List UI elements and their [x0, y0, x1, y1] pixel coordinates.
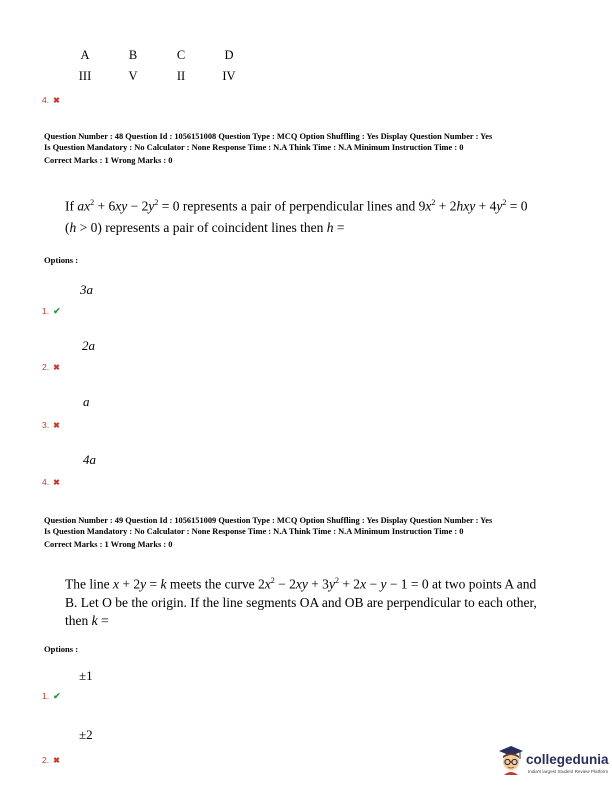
- q49-header-line3: Correct Marks : 1 Wrong Marks : 0: [44, 540, 173, 549]
- q48-option-2: [42, 357, 60, 375]
- q48-question-text: If $ax^2 + 6xy - 2y^2 = 0$ represents a pair of perpendicular lines and $9x^2 + 2hxy + 4y^2 = 0$ (h > 0) represents a pair of coincident lines then h =: [65, 198, 528, 235]
- col-value-a: III: [78, 69, 92, 83]
- col-value-b: V: [128, 69, 138, 83]
- q48-option-1-value: 3a: [80, 282, 93, 297]
- option-number: 2.: [42, 362, 50, 372]
- q49-question-text: The line x + 2y = k meets the curve $2x^2 - 2xy + 3y^2 + 2x - y - 1 = 0$ at two points A and B. Let O be the origin. If the line segments OA and OB are perpendicular to each other, then k =: [65, 576, 537, 628]
- q48-option-4-value: 4a: [83, 452, 96, 467]
- q49-option-1-value: ±1: [79, 668, 93, 683]
- col-header-d: D: [224, 48, 234, 62]
- q49-header-line1: Question Number : 49 Question Id : 1056151009 Question Type : MCQ Option Shuffling : Yes Display Question Number : Yes: [44, 516, 493, 525]
- option-number: 4.: [42, 95, 50, 105]
- prev-option-4: [42, 90, 60, 108]
- q49-option-2-value: ±2: [79, 727, 93, 742]
- wrong-mark-icon: ✖: [53, 478, 60, 487]
- col-header-b: B: [128, 48, 138, 62]
- q49-option-1: [42, 686, 61, 704]
- q48-header-line3: Correct Marks : 1 Wrong Marks : 0: [44, 156, 173, 165]
- wrong-mark-icon: ✖: [53, 421, 60, 430]
- correct-check-icon: ✔: [53, 691, 61, 701]
- q48-option-3-value: a: [83, 394, 90, 409]
- wrong-mark-icon: ✖: [53, 363, 60, 372]
- logo-name: collegedunia: [526, 752, 609, 767]
- q48-option-2-value: 2a: [82, 338, 95, 353]
- collegedunia-logo: [496, 744, 608, 780]
- correct-check-icon: ✔: [53, 306, 61, 316]
- option-number: 1.: [42, 691, 50, 701]
- q48-header-line1: Question Number : 48 Question Id : 1056151008 Question Type : MCQ Option Shuffling : Yes Display Question Number : Yes: [44, 132, 493, 141]
- q48-option-4: [42, 472, 60, 490]
- option-number: 1.: [42, 306, 50, 316]
- q48-option-3: [42, 415, 60, 433]
- graduate-mascot-icon: [496, 744, 526, 776]
- q48-option-1: [42, 301, 61, 319]
- option-number: 4.: [42, 477, 50, 487]
- option-number: 2.: [42, 755, 50, 765]
- wrong-mark-icon: ✖: [53, 756, 60, 765]
- q48-header-line2: Is Question Mandatory : No Calculator : None Response Time : N.A Think Time : N.A Minimum Instruction Time : 0: [44, 143, 464, 152]
- col-header-a: A: [80, 48, 90, 62]
- col-header-c: C: [176, 48, 186, 62]
- col-value-c: II: [176, 69, 186, 83]
- q49-header-line2: Is Question Mandatory : No Calculator : None Response Time : N.A Think Time : N.A Minimum Instruction Time : 0: [44, 527, 464, 536]
- logo-tagline: India's largest Student Review Platform: [528, 769, 609, 774]
- q49-options-label: Options :: [44, 644, 79, 654]
- option-number: 3.: [42, 420, 50, 430]
- q49-option-2: [42, 750, 60, 768]
- col-value-d: IV: [222, 69, 236, 83]
- q48-options-label: Options :: [44, 255, 79, 265]
- wrong-mark-icon: ✖: [53, 96, 60, 105]
